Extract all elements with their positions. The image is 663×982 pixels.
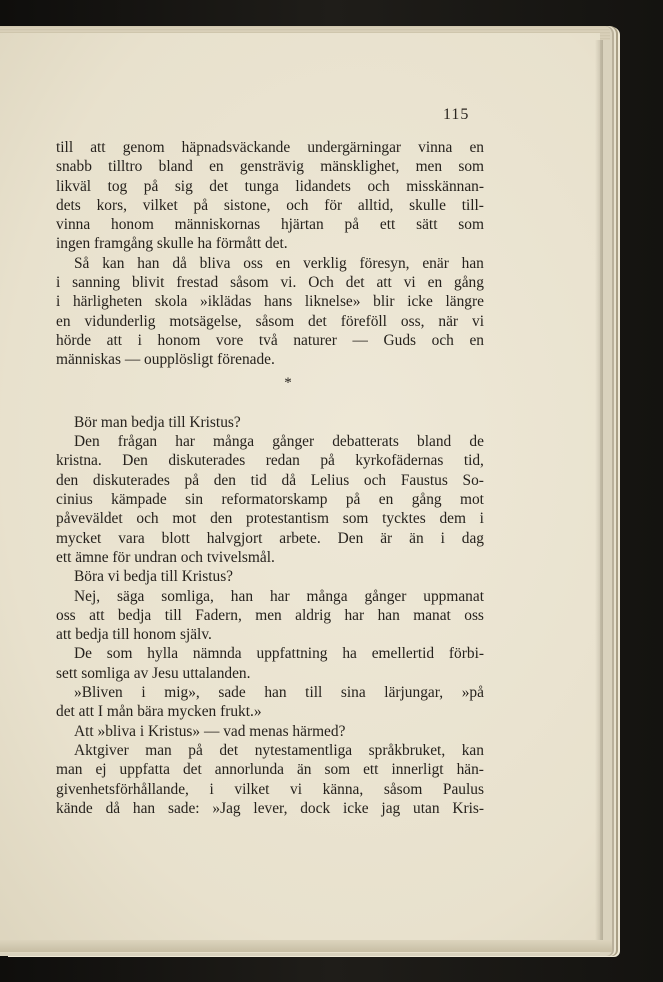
text-line (56, 644, 484, 663)
word: såsom (383, 780, 423, 798)
word: undergärningar (307, 139, 402, 156)
text-line (56, 138, 484, 157)
word: gensträvig (239, 158, 304, 176)
word: kors, (96, 196, 127, 214)
word: vinna (418, 139, 453, 156)
word: jag (381, 799, 401, 817)
text-line (56, 331, 484, 350)
word: enär (422, 254, 449, 272)
word: i (479, 510, 484, 528)
word: sig (174, 177, 193, 195)
word: förbi- (448, 645, 484, 663)
word: snabb (56, 158, 92, 176)
word: men (255, 606, 282, 624)
word: en (275, 254, 291, 272)
word: arbete. (279, 529, 321, 547)
word: cinius (56, 491, 93, 509)
word: till (56, 139, 74, 156)
word: So- (462, 471, 484, 489)
word: vilket (142, 196, 178, 214)
word: honom (111, 216, 154, 234)
word: han (137, 254, 160, 272)
section-divider-asterisk: * (284, 374, 292, 391)
word: till (164, 606, 182, 624)
word: en (469, 331, 484, 349)
word: dem (439, 510, 466, 528)
word: vinna (56, 216, 91, 234)
text-line (56, 177, 484, 196)
word: det (345, 274, 365, 292)
word: i (56, 293, 61, 311)
word: vilket (234, 780, 270, 798)
word: kyrkofädernas (355, 452, 444, 470)
word: det (219, 741, 239, 759)
word: givenhetsförhållande, (56, 780, 189, 798)
word: »iklädas (200, 293, 252, 311)
text-line (56, 683, 484, 702)
word: han (230, 587, 254, 605)
word: debatterats (332, 433, 399, 451)
word: mig», (164, 684, 200, 702)
word: tid, (463, 452, 484, 470)
word: till (305, 684, 323, 702)
word: lärjungar, (384, 684, 444, 702)
word: har (269, 587, 290, 605)
page-number: 115 (443, 106, 470, 123)
word: Aktgiver (74, 741, 129, 759)
word: har (344, 606, 365, 624)
word: sade: (167, 799, 200, 817)
word: kände (56, 799, 93, 817)
word: tilltro (108, 158, 143, 176)
word: dag (461, 529, 484, 547)
word: Paulus (442, 780, 484, 798)
word: en (378, 491, 394, 509)
word: Och (308, 274, 334, 292)
word: föreföll (340, 312, 387, 330)
word: på (184, 471, 200, 489)
word: diskuterades (168, 452, 246, 470)
word: vi (403, 274, 416, 292)
text-line (56, 760, 484, 779)
word: halvgjort (206, 529, 263, 547)
word: som (324, 761, 351, 779)
word: som (458, 158, 484, 176)
word: då (281, 471, 297, 489)
word: misskännan- (406, 177, 484, 195)
text-line (56, 471, 484, 490)
word: ett (363, 761, 379, 779)
word: diskuterades (92, 471, 170, 489)
text-line: sett somliga av Jesu uttalanden. (56, 664, 251, 682)
word: på (193, 196, 209, 214)
word: dets (56, 196, 81, 214)
word: man (145, 741, 172, 759)
word: som (106, 645, 133, 663)
word: tid (250, 471, 267, 489)
word: en (56, 312, 71, 330)
word: oss (243, 254, 263, 272)
word: Nej, (74, 587, 101, 605)
word: än (409, 529, 424, 547)
word: sistone, (223, 196, 271, 214)
word: oss, (400, 312, 425, 330)
text-line: Att »bliva i Kristus» — vad menas härmed? (74, 722, 346, 740)
word: i (440, 529, 445, 547)
word: Lelius (310, 471, 350, 489)
word: föresyn, (359, 254, 410, 272)
word: en (469, 139, 484, 156)
word: bland (417, 433, 452, 451)
word: som (342, 510, 369, 528)
text-line (56, 529, 484, 548)
word: tunga (244, 177, 279, 195)
word: Den (74, 433, 100, 451)
word: vi (472, 312, 484, 330)
word: naturer (293, 331, 337, 349)
word: man (56, 761, 83, 779)
word: bedja (117, 606, 152, 624)
word: ej (95, 761, 107, 779)
word: reformatorskamp (221, 491, 328, 509)
word: att (89, 606, 105, 624)
word: icke (407, 293, 433, 311)
text-line (56, 799, 484, 818)
word: bliva (199, 254, 231, 272)
word: han (377, 606, 400, 624)
text-line (56, 451, 484, 470)
word: frågan (117, 433, 158, 451)
word: verklig (303, 254, 347, 272)
word: språkbruket, (368, 741, 446, 759)
word: hjärtan (280, 216, 324, 234)
word: säga (117, 587, 145, 605)
word: blott (161, 529, 190, 547)
word: innerligt (391, 761, 444, 779)
text-line: att bedja till honom själv. (56, 626, 212, 644)
word: lidandets (295, 177, 351, 195)
word: längre (445, 293, 484, 311)
word: härligheten (72, 293, 143, 311)
word: sanning (72, 274, 121, 292)
word: sin (185, 491, 204, 509)
word: sätt (416, 216, 438, 234)
word: Guds (383, 331, 417, 349)
word: uppfatta (119, 761, 170, 779)
word: skola (154, 293, 188, 311)
word: är (380, 529, 393, 547)
word: ha (342, 645, 357, 663)
word: uppfattning (256, 645, 328, 663)
word: som (458, 216, 484, 234)
text-line (56, 273, 484, 292)
word: då (172, 254, 187, 272)
word: den (213, 471, 236, 489)
word: vi. (280, 274, 297, 292)
word: två (258, 331, 278, 349)
word: kristna. (56, 452, 102, 470)
word: lever, (253, 799, 288, 817)
word: han (461, 254, 484, 272)
text-line: Bör man bedja till Kristus? (74, 413, 241, 431)
word: när (438, 312, 459, 330)
word: hörde (56, 331, 92, 349)
word: frestad (176, 274, 219, 292)
text-line (56, 312, 484, 331)
word: den (210, 510, 233, 528)
word: redan (265, 452, 300, 470)
word: mot (460, 491, 484, 509)
word: »Jag (212, 799, 241, 817)
text-line (56, 196, 484, 215)
text-line (56, 157, 484, 176)
word: Den (337, 529, 364, 547)
word: på (344, 216, 360, 234)
word: alltid, (357, 196, 394, 214)
text-line (56, 509, 484, 528)
word: kan (102, 254, 125, 272)
word: »på (461, 684, 484, 702)
word: en (427, 274, 443, 292)
word: att (376, 274, 392, 292)
word: att (106, 331, 123, 349)
word: emellertid (371, 645, 435, 663)
text-line (56, 490, 484, 509)
word: och (363, 471, 387, 489)
word: annorlunda (214, 761, 284, 779)
word: kämpade (111, 491, 167, 509)
word: den (56, 471, 79, 489)
word: på (345, 491, 361, 509)
word: blivit (131, 274, 165, 292)
word: tog (107, 177, 128, 195)
word: kan (461, 741, 484, 759)
word: nytestamentliga (254, 741, 353, 759)
word: för (324, 196, 343, 214)
word: sina (340, 684, 366, 702)
word: genom (122, 139, 165, 156)
word: skulle (409, 196, 446, 214)
word: många (213, 433, 255, 451)
blank-line (56, 394, 484, 413)
word: manat (413, 606, 451, 624)
word: somliga, (161, 587, 214, 605)
word: känna, (322, 780, 364, 798)
word: aldrig (295, 606, 332, 624)
word: motsägelse, (169, 312, 242, 330)
word: på (143, 177, 159, 195)
word: vore (215, 331, 244, 349)
word: vara (118, 529, 145, 547)
text-line (56, 254, 484, 273)
text-line (56, 606, 484, 625)
word: han (264, 684, 287, 702)
word: utan (413, 799, 440, 817)
word: hylla (147, 645, 179, 663)
word: såsom (230, 274, 269, 292)
word: nämnda (192, 645, 242, 663)
word: i (137, 331, 142, 349)
word: uppmanat (423, 587, 484, 605)
word: gånger (272, 433, 315, 451)
word: Fadern, (195, 606, 242, 624)
text-line (56, 292, 484, 311)
word: hans (264, 293, 293, 311)
word: många (306, 587, 348, 605)
word: att (90, 139, 106, 156)
page-body-text (56, 138, 484, 818)
word: icke (342, 799, 369, 817)
word: i (56, 274, 61, 292)
text-line: människas — oupplösligt förenade. (56, 351, 275, 369)
word: de (469, 433, 484, 451)
text-line: ett ämne för undran och tvivelsmål. (56, 548, 275, 566)
word: i (141, 684, 146, 702)
word: Kris- (452, 799, 484, 817)
word: och (286, 196, 309, 214)
word: honom (157, 331, 201, 349)
word: än (296, 761, 312, 779)
word: han (132, 799, 156, 817)
word: tycktes (382, 510, 426, 528)
word: det (308, 312, 327, 330)
word: men (415, 158, 443, 176)
bottom-page-edges (0, 940, 612, 952)
word: oss (56, 606, 76, 624)
word: och (136, 510, 159, 528)
text-line (56, 780, 484, 799)
word: mot (172, 510, 197, 528)
word: såsom (255, 312, 295, 330)
word: gånger (364, 587, 407, 605)
word: i (209, 780, 214, 798)
word: häpnadsväckande (181, 139, 291, 156)
text-line: Böra vi bedja till Kristus? (74, 568, 234, 586)
page-shadow (595, 40, 603, 945)
word: bland (158, 158, 193, 176)
word: det (209, 177, 229, 195)
word: och (431, 331, 454, 349)
word: De (74, 645, 92, 663)
word: då (105, 799, 121, 817)
word: oss (464, 606, 484, 624)
word: — (352, 331, 368, 349)
word: gång (454, 274, 484, 292)
word: en (209, 158, 224, 176)
word: »Bliven (74, 684, 123, 702)
word: det (182, 761, 202, 779)
text-line (56, 215, 484, 234)
text-line: det att I mån bära mycken frukt.» (56, 703, 262, 721)
word: blir (373, 293, 395, 311)
word: och (367, 177, 390, 195)
word: sade (218, 684, 246, 702)
word: har (175, 433, 195, 451)
word: till- (461, 196, 484, 214)
word: påveväldet (56, 510, 123, 528)
word: mycket (56, 529, 102, 547)
word: Så (74, 254, 90, 272)
word: gång (411, 491, 442, 509)
text-line (56, 432, 484, 451)
word: på (320, 452, 335, 470)
word: på (188, 741, 203, 759)
text-line: ingen framgång skulle ha förmått det. (56, 235, 288, 253)
word: människornas (174, 216, 261, 234)
text-line (56, 587, 484, 606)
word: likväl (56, 177, 92, 195)
word: dock (300, 799, 331, 817)
word: Faustus (400, 471, 448, 489)
word: vidunderlig (84, 312, 156, 330)
word: ett (379, 216, 396, 234)
word: mänsklighet, (320, 158, 400, 176)
text-line (56, 741, 484, 760)
word: protestantism (246, 510, 329, 528)
word: vi (290, 780, 303, 798)
word: hän- (456, 761, 484, 779)
word: liknelse» (304, 293, 361, 311)
word: Den (122, 452, 148, 470)
